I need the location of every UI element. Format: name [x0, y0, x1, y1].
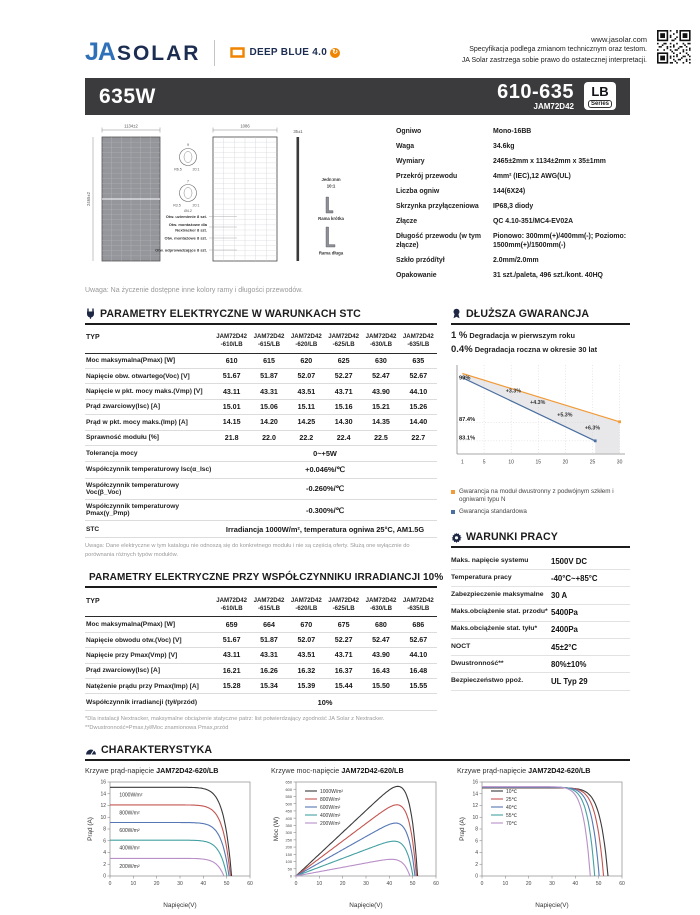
svg-text:600: 600 [285, 787, 292, 793]
svg-text:800W/m²: 800W/m² [320, 797, 341, 804]
svg-text:10: 10 [508, 459, 514, 466]
spec-row [396, 215, 630, 230]
top-header [85, 28, 695, 68]
svg-text:30: 30 [177, 881, 183, 888]
spec-row [396, 125, 630, 140]
spec-value: 144(6X24) [493, 188, 526, 196]
svg-text:10: 10 [130, 881, 137, 888]
svg-text:50: 50 [223, 881, 230, 888]
spec-row [396, 269, 630, 284]
section-irr-header [85, 572, 444, 588]
spec-table [390, 121, 630, 284]
svg-text:300: 300 [285, 830, 292, 836]
legend-bullet-orange [451, 490, 455, 494]
work-condition-value: 5400Pa [551, 608, 578, 618]
drawing-and-specs [85, 121, 630, 284]
detail1-radius: R6.5 [174, 167, 182, 172]
frame-short-profile [326, 197, 333, 213]
ja-logo-text: JA [85, 38, 115, 66]
svg-text:6: 6 [103, 838, 106, 845]
callout-mount: Otw. montażowe 8 szt. [164, 235, 207, 241]
datasheet-page [0, 28, 700, 910]
svg-text:10: 10 [502, 881, 509, 888]
svg-text:200W/m²: 200W/m² [119, 864, 140, 871]
svg-text:50: 50 [409, 881, 416, 888]
spec-row [396, 155, 630, 170]
series-badge [584, 82, 616, 110]
svg-text:Prąd (A): Prąd (A) [459, 817, 466, 842]
table-row: Napięcie obwodu otw.(Voc) [V] 51.67 51.87 52.07 52.27 52.47 52.67 [85, 632, 437, 647]
work-condition-label: Maks. napięcie systemu [451, 556, 529, 564]
detail2-dim: 7 [187, 179, 189, 184]
spec-value: Pionowo: 300mm(+)/400mm(-); Poziomo: 1500mm(+)/1500mm(-) [493, 233, 627, 249]
technical-drawing [85, 121, 390, 269]
chart-iv-temperature-plot [457, 776, 630, 915]
svg-text:60: 60 [619, 881, 625, 888]
table-span-row: Współczynnik temperaturowy Pmax(γ_Pmp) -0.300%/℃ [85, 500, 437, 521]
svg-text:40: 40 [386, 881, 393, 888]
work-condition-row [451, 639, 630, 656]
warranty-line-2: 0.4% Degradacja roczna w okresie 30 lat [451, 343, 598, 355]
stc-footnote: Uwaga: Dane elektryczne w tym katalogu nie odnoszą się do konkretnego modułu i nie są częścią oferty. Służą one wyłącznie do porównania różnych typów modułów. [85, 542, 410, 558]
svg-text:20: 20 [153, 881, 160, 888]
table-row: Sprawność modułu [%] 21.8 22.0 22.2 22.4 22.5 22.7 [85, 430, 437, 445]
power-range: 610-635 [497, 80, 574, 103]
iv-curves-irradiance [85, 776, 257, 910]
model-column-header: JAM72D42 -625/LB [325, 593, 362, 617]
spec-label: Ogniwo [396, 128, 422, 136]
spec-value: 2465±2mm x 1134±2mm x 35±1mm [493, 158, 606, 166]
svg-text:12: 12 [472, 803, 478, 810]
front-height-dim: 2465±2 [86, 192, 91, 206]
table-row: Moc maksymalna(Pmax) [W] 610 615 620 625 630 635 [85, 353, 437, 368]
work-condition-row [451, 570, 630, 587]
work-condition-value: UL Typ 29 [551, 676, 588, 686]
svg-text:600W/m²: 600W/m² [320, 805, 341, 812]
spec-label: Złącze [396, 218, 418, 226]
spec-value: 4mm² (IEC),12 AWG(UL) [493, 173, 571, 181]
model-name: JAM72D42 [533, 101, 574, 111]
svg-text:Prąd (A): Prąd (A) [87, 817, 94, 842]
pv-curves-irradiance [271, 776, 443, 910]
spec-value: IP68,3 diody [493, 203, 534, 211]
svg-text:30: 30 [363, 881, 369, 888]
panel-back-view [213, 124, 277, 262]
work-condition-row [451, 605, 630, 622]
spec-value: Mono-16BB [493, 128, 532, 136]
back-width-dim: 1086 [240, 123, 250, 129]
svg-text:25℃: 25℃ [506, 797, 518, 804]
table-span-row: Współczynnik irradiancji (tył/przód) 10% [85, 694, 437, 710]
table-row: Napięcie obw. otwartego(Voc) [V] 51.67 51.87 52.07 52.27 52.47 52.67 [85, 369, 437, 384]
table-row: Moc maksymalna(Pmax) [W] 659 664 670 675 680 686 [85, 617, 437, 632]
model-column-header: JAM72D42 -610/LB [213, 593, 250, 617]
callout-drain: Otw. odprowadzające 8 szt. [155, 247, 207, 253]
irr-table [85, 593, 437, 710]
work-condition-value: -40°C~+85°C [551, 573, 598, 583]
svg-text:100: 100 [285, 859, 292, 865]
chart-title: Krzywe prąd-napięcie JAM72D42-620/LB [457, 766, 591, 776]
svg-text:1000W/m²: 1000W/m² [320, 789, 344, 796]
warranty-line-1: 1 % Degradacja w pierwszym roku [451, 329, 575, 341]
logo-divider [214, 40, 215, 66]
website-link[interactable]: www.jasolar.com [591, 35, 647, 44]
logo-row [85, 28, 340, 67]
svg-text:87.4%: 87.4% [459, 416, 476, 423]
svg-text:40: 40 [572, 881, 579, 888]
range-block [497, 82, 574, 111]
warranty-legend-item-1 [451, 488, 630, 506]
svg-text:1: 1 [461, 459, 464, 466]
svg-text:200W/m²: 200W/m² [320, 821, 341, 828]
svg-text:55℃: 55℃ [506, 813, 518, 820]
model-column-header: JAM72D42 -630/LB [362, 593, 399, 617]
svg-text:200: 200 [285, 845, 292, 851]
spec-row [396, 185, 630, 200]
svg-text:Moc (W): Moc (W) [273, 817, 280, 842]
section-stc-title: PARAMETRY ELEKTRYCZNE W WARUNKACH STC [100, 307, 361, 320]
svg-text:10: 10 [100, 815, 106, 822]
spec-label: Liczba ogniw [396, 188, 440, 196]
series-badge-bottom: Series [588, 100, 612, 108]
spec-label: Wymiary [396, 158, 425, 166]
header-right [462, 28, 695, 68]
medal-icon [451, 308, 462, 319]
svg-text:250: 250 [285, 837, 292, 843]
callout-nextracker-1: Otw. montażowe dla [168, 222, 207, 227]
section-warranty-title: DŁUŻSZA GWARANCJA [466, 307, 590, 320]
side-profile [293, 129, 344, 261]
work-condition-label: Dwustronność** [451, 659, 504, 667]
spec-row [396, 230, 630, 254]
section-charts-header [85, 744, 630, 761]
banner-right [497, 82, 616, 111]
svg-text:8: 8 [103, 826, 106, 833]
svg-text:800W/m²: 800W/m² [119, 810, 140, 817]
legend-text: Gwarancja na moduł dwustronny z podwójnym szkłem i ogniwami typu N [459, 487, 614, 504]
svg-text:10: 10 [472, 815, 478, 822]
section-work-header [451, 531, 630, 548]
svg-text:20: 20 [525, 881, 532, 888]
model-column-header: JAM72D42 -635/LB [400, 330, 437, 354]
irr-footnote-1: *Dla instalacji Nextracker, maksymalne obciążenie statyczne patrz: list potwierdzający zgodność JA Solar z Nextracker. [85, 715, 385, 722]
svg-text:16: 16 [100, 779, 106, 786]
spec-label: Szkło przód/tył [396, 256, 445, 264]
svg-text:+3.3%: +3.3% [505, 388, 521, 395]
work-condition-row [451, 622, 630, 639]
model-column-header: JAM72D42 -615/LB [250, 593, 287, 617]
svg-text:14: 14 [472, 791, 478, 798]
gear-icon [451, 532, 462, 543]
iv-curves-temperature [457, 776, 629, 910]
spec-value: 2.0mm/2.0mm [493, 256, 539, 264]
deepblue-logo [229, 46, 340, 59]
svg-text:0: 0 [475, 873, 478, 880]
table-header-row [85, 593, 437, 617]
spec-value: QC 4.10-351/MC4-EV02A [493, 218, 574, 226]
svg-text:4: 4 [103, 850, 106, 857]
drawing-note: Uwaga: Na życzenie dostępne inne kolory ramy i długości przewodów. [85, 286, 303, 294]
series-badge-top: LB [591, 84, 609, 100]
svg-text:400W/m²: 400W/m² [119, 845, 140, 852]
svg-text:2: 2 [103, 862, 106, 869]
svg-text:+4.3%: +4.3% [530, 399, 546, 406]
svg-text:Napięcie(V): Napięcie(V) [349, 902, 383, 910]
section-work-title: WARUNKI PRACY [466, 531, 558, 544]
svg-text:60: 60 [247, 881, 253, 888]
detail2-hole: Ø4.2 [184, 209, 192, 213]
svg-text:8: 8 [475, 826, 478, 833]
work-condition-row [451, 673, 630, 690]
legend-bullet-blue [451, 510, 455, 514]
plug-icon [85, 308, 96, 319]
table-span-row: Współczynnik temperaturowy Voc(β_Voc) -0.260%/℃ [85, 478, 437, 499]
spec-row [396, 254, 630, 269]
stc-table [85, 330, 437, 538]
deepblue-frame-icon [229, 46, 246, 59]
svg-text:99%: 99% [459, 375, 471, 382]
unit-label: Jedn:mm [321, 177, 341, 182]
spec-row [396, 200, 630, 215]
section-warranty-header [451, 308, 630, 325]
thickness-dim: 35±1 [293, 129, 303, 134]
work-condition-value: 30 A [551, 591, 568, 601]
warranty-legend-item-2 [451, 508, 630, 517]
svg-text:83.1%: 83.1% [459, 434, 476, 441]
svg-text:1000W/m²: 1000W/m² [119, 793, 143, 800]
svg-text:40℃: 40℃ [506, 805, 518, 812]
model-column-header: JAM72D42 -625/LB [325, 330, 362, 354]
work-condition-label: Maks.obciążenie stat. przodu* [451, 608, 548, 616]
type-header: TYP [85, 593, 213, 617]
work-conditions-table [451, 553, 630, 691]
svg-text:6: 6 [475, 838, 478, 845]
deepblue-pro-icon: ↻ [330, 48, 340, 58]
svg-text:150: 150 [285, 852, 292, 858]
frame-long-label: Rama długa [318, 250, 344, 256]
frame-short-label: Rama krótka [318, 216, 344, 221]
table-span-row: Współczynnik temperaturowy Isc(α_Isc) +0.046%/℃ [85, 462, 437, 478]
panel-front-view [86, 124, 160, 262]
table-span-row: STC Irradiancja 1000W/m², temperatura ogniwa 25°C, AM1.5G [85, 521, 437, 537]
solar-logo-text: SOLAR [116, 42, 201, 65]
table-row: Napięcie przy Pmax(Vmp) [V] 43.11 43.31 43.51 43.71 43.90 44.10 [85, 648, 437, 663]
section-charts-title: CHARAKTERYSTYKA [101, 744, 213, 757]
table-row: Prąd zwarciowy(Isc) [A] 16.21 16.26 16.32 16.37 16.43 16.48 [85, 663, 437, 678]
irr-footnote-2: **Dwustronność=Pmax,tył/Moc znamionowa Pmax,przód [85, 724, 229, 731]
work-condition-row [451, 587, 630, 604]
deepblue-text: DEEP BLUE 4.0 [249, 47, 328, 58]
svg-text:2: 2 [475, 862, 478, 869]
svg-text:0: 0 [294, 881, 298, 888]
table-header-row [85, 330, 437, 354]
detail2-scale: 20:1 [192, 203, 200, 208]
model-column-header: JAM72D42 -615/LB [250, 330, 287, 354]
legend-text: Gwarancja standardowa [459, 508, 527, 516]
model-column-header: JAM72D42 -610/LB [213, 330, 250, 354]
type-header: TYP [85, 330, 213, 354]
work-condition-label: Temperatura pracy [451, 573, 512, 581]
svg-text:450: 450 [285, 808, 292, 814]
svg-text:550: 550 [285, 794, 292, 800]
callout-nextracker-2: Nextracker 8 szt. [175, 227, 207, 233]
detail1-scale: 20:1 [192, 167, 200, 172]
spec-row [396, 170, 630, 185]
work-condition-label: Zabezpieczenie maksymalne [451, 591, 544, 599]
svg-text:10℃: 10℃ [506, 789, 518, 796]
svg-text:0: 0 [108, 881, 112, 888]
gauge-icon [85, 745, 97, 756]
svg-text:Napięcie(V): Napięcie(V) [163, 902, 197, 910]
svg-text:500: 500 [285, 801, 292, 807]
section-irr-title: PARAMETRY ELEKTRYCZNE PRZY WSPÓŁCZYNNIKU IRRADIANCJI 10% [89, 572, 444, 584]
chart-iv-irradiance-plot [85, 776, 258, 915]
svg-text:400: 400 [285, 816, 292, 822]
power-label: 635W [99, 84, 156, 108]
svg-text:0: 0 [289, 873, 292, 879]
work-condition-value: 2400Pa [551, 625, 578, 635]
left-column [85, 298, 444, 733]
model-column-header: JAM72D42 -620/LB [288, 330, 325, 354]
work-condition-row [451, 656, 630, 673]
frame-long-profile [326, 227, 335, 247]
spec-row [396, 140, 630, 155]
table-row: Napięcie w pkt. mocy maks.(Vmp) [V] 43.11 43.31 43.51 43.71 43.90 44.10 [85, 384, 437, 399]
work-condition-value: 45±2°C [551, 642, 578, 652]
callout-ground: Otw. uziemienie 8 szt. [165, 214, 207, 219]
warranty-degradation-chart [451, 358, 630, 480]
chart-pv-irradiance-plot [271, 776, 444, 915]
svg-text:30: 30 [549, 881, 555, 888]
svg-text:0: 0 [480, 881, 484, 888]
svg-text:20: 20 [562, 459, 569, 466]
main-columns [85, 298, 630, 733]
irr-footnote [85, 715, 437, 733]
work-condition-value: 80%±10% [551, 659, 587, 669]
spec-value: 34.6kg [493, 143, 515, 151]
table-row: Prąd zwarciowy(Isc) [A] 15.01 15.06 15.11 15.16 15.21 15.26 [85, 399, 437, 414]
svg-text:30: 30 [616, 459, 623, 466]
chart-pv-irradiance [271, 766, 444, 915]
work-condition-label: Maks.obciążenie stat. tyłu* [451, 625, 538, 633]
model-column-header: JAM72D42 -620/LB [288, 593, 325, 617]
work-condition-value: 1500V DC [551, 556, 587, 566]
chart-title: Krzywe moc-napięcie JAM72D42-620/LB [271, 766, 404, 776]
svg-text:50: 50 [287, 866, 292, 872]
work-condition-row [451, 553, 630, 570]
ja-solar-logo [85, 38, 200, 67]
table-row: Prąd w pkt. mocy maks.(Imp) [A] 14.15 14.20 14.25 14.30 14.35 14.40 [85, 415, 437, 430]
svg-text:Napięcie(V): Napięcie(V) [535, 902, 569, 910]
svg-text:+5.3%: +5.3% [557, 412, 573, 419]
detail2-radius: R3.5 [173, 203, 181, 208]
spec-label: Przekrój przewodu [396, 173, 458, 181]
svg-text:0: 0 [103, 873, 106, 880]
table-row: Natężenie prądu przy Pmax(Imp) [A] 15.28 15.34 15.39 15.44 15.50 15.55 [85, 678, 437, 693]
spec-label: Opakowanie [396, 271, 437, 279]
front-width-dim: 1134±2 [124, 123, 138, 129]
qr-code [655, 28, 695, 68]
svg-text:20: 20 [339, 881, 346, 888]
charts-section [85, 732, 630, 915]
work-condition-label: Bezpieczeństwo ppoż. [451, 676, 524, 684]
svg-text:4: 4 [475, 850, 478, 857]
svg-text:350: 350 [285, 823, 292, 829]
disclaimer-line-1: Specyfikacja podlega zmianom technicznym oraz testom. [469, 46, 647, 54]
svg-text:60: 60 [433, 881, 439, 888]
svg-text:650: 650 [285, 779, 292, 785]
svg-text:70℃: 70℃ [506, 821, 518, 828]
svg-text:5: 5 [482, 459, 486, 466]
svg-text:400W/m²: 400W/m² [320, 813, 341, 820]
svg-text:25: 25 [589, 459, 596, 466]
svg-text:14: 14 [100, 791, 106, 798]
detail1-dim: 9 [187, 143, 189, 147]
spec-label: Waga [396, 143, 415, 151]
svg-text:+6.3%: +6.3% [584, 425, 601, 432]
unit-scale-label: 10:1 [326, 183, 336, 189]
right-column [451, 298, 630, 733]
svg-text:50: 50 [595, 881, 602, 888]
chart-iv-irradiance [85, 766, 258, 915]
table-span-row: Tolerancja mocy 0~+5W [85, 445, 437, 461]
product-banner [85, 78, 630, 115]
svg-text:10: 10 [316, 881, 323, 888]
disclaimer-block [462, 28, 647, 66]
chart-title: Krzywe prąd-napięcie JAM72D42-620/LB [85, 766, 219, 776]
svg-text:16: 16 [472, 779, 478, 786]
work-condition-label: NOCT [451, 642, 471, 650]
svg-text:600W/m²: 600W/m² [119, 828, 140, 835]
detail-callouts [173, 143, 199, 213]
spec-value: 31 szt./paleta, 496 szt./kont. 40HQ [493, 271, 603, 279]
model-column-header: JAM72D42 -635/LB [400, 593, 437, 617]
warranty-chart-holder [451, 358, 630, 485]
spec-label: Długość przewodu (w tym złącze) [396, 233, 481, 249]
spec-label: Skrzynka przyłączeniowa [396, 203, 479, 211]
chart-iv-temperature [457, 766, 630, 915]
svg-text:12: 12 [100, 803, 106, 810]
section-stc-header [85, 308, 437, 325]
svg-text:40: 40 [200, 881, 207, 888]
svg-text:15: 15 [535, 459, 542, 466]
disclaimer-line-2: JA Solar zastrzega sobie prawo do ostatecznej interpretacji. [461, 56, 647, 64]
model-column-header: JAM72D42 -630/LB [362, 330, 399, 354]
